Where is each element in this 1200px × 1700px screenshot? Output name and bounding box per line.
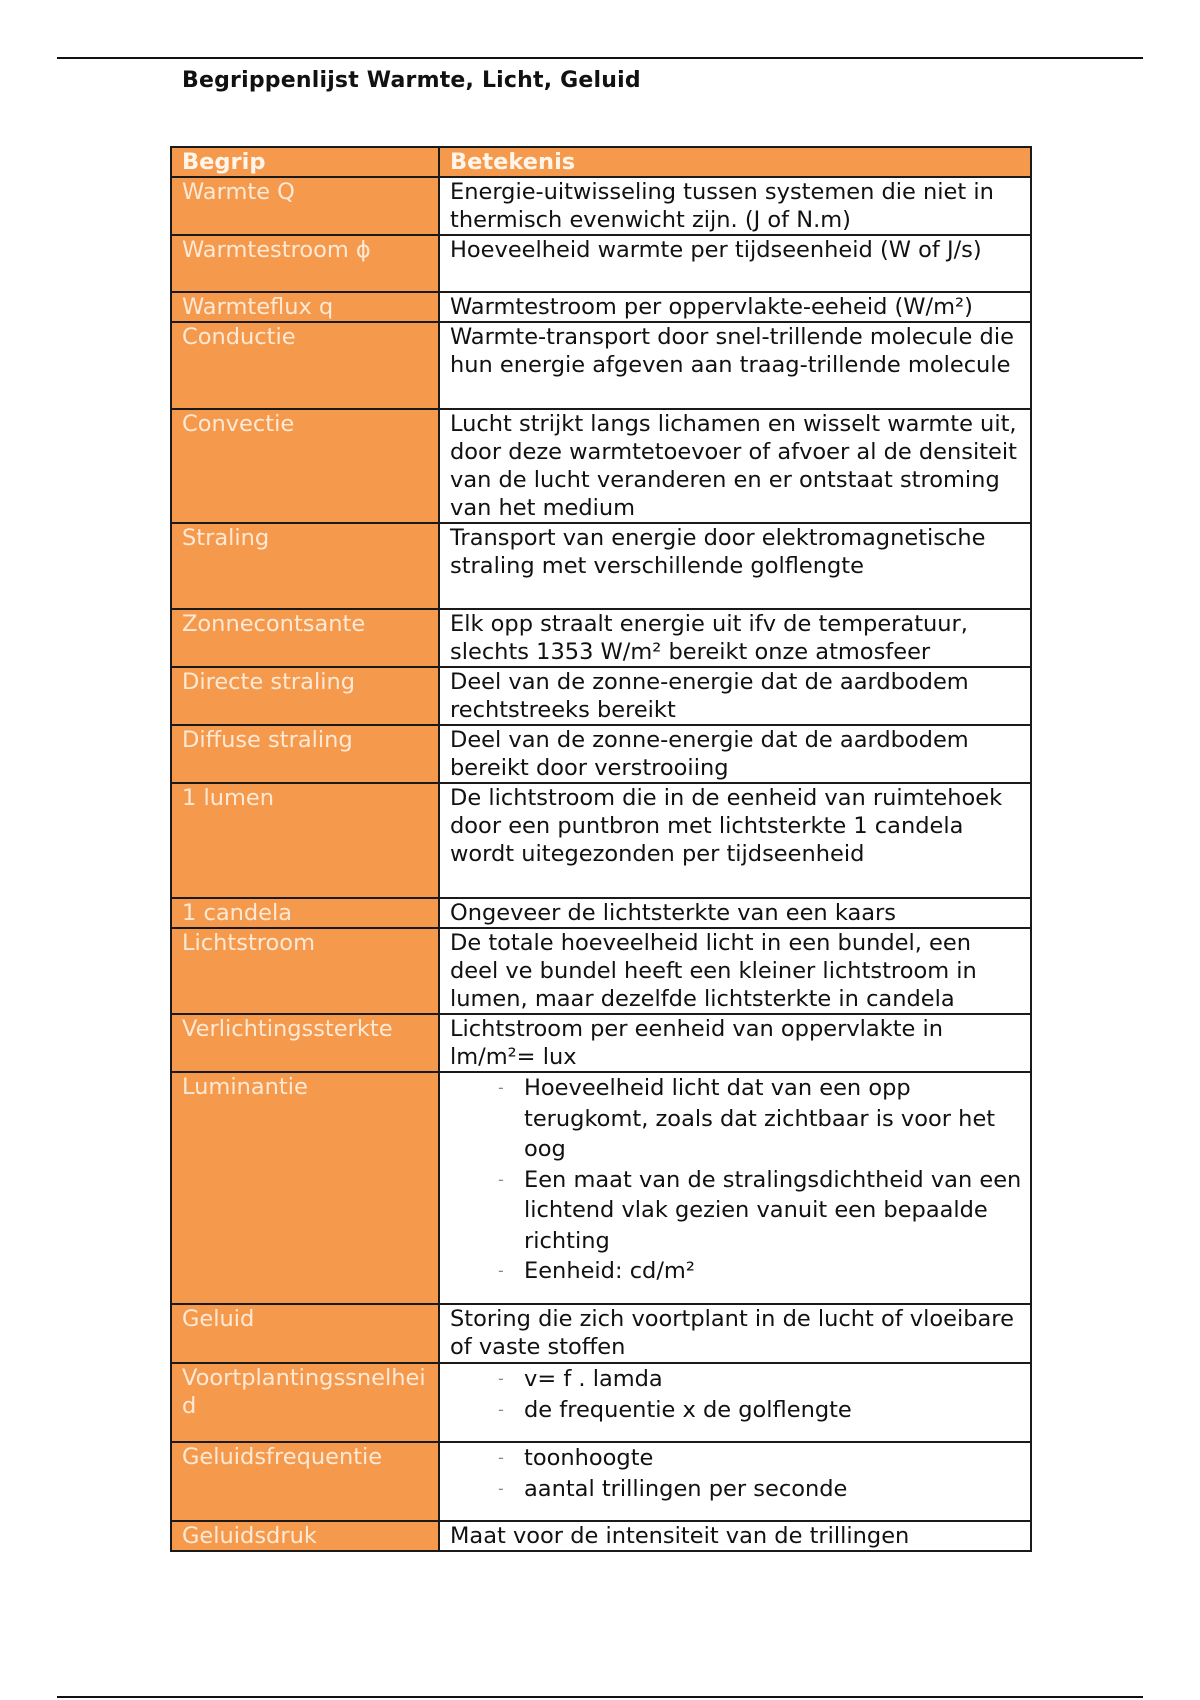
table-row — [171, 1072, 1031, 1304]
definition-list-item: - Hoeveelheid licht dat van een opp terugkomt, zoals dat zichtbaar is voor het oog — [450, 1073, 1022, 1165]
glossary-table — [170, 146, 1032, 1552]
definition-cell: Warmte-transport door snel-trillende molecule die hun energie afgeven aan traag-trillende molecule — [439, 322, 1031, 409]
table-row — [171, 667, 1031, 725]
table-row — [171, 1363, 1031, 1442]
term-cell: Lichtstroom — [171, 928, 439, 1014]
definition-cell — [439, 1442, 1031, 1521]
definition-list-item: - toonhoogte — [450, 1443, 1022, 1474]
definition-list-item: - Eenheid: cd/m² — [450, 1256, 1022, 1287]
definition-cell — [439, 1072, 1031, 1304]
top-rule — [57, 57, 1143, 59]
term-cell: Warmtestroom ϕ — [171, 235, 439, 292]
term-cell: Verlichtingssterkte — [171, 1014, 439, 1072]
definition-list-item: - de frequentie x de golflengte — [450, 1395, 1022, 1426]
table-body — [171, 177, 1031, 1551]
term-cell: 1 candela — [171, 898, 439, 928]
term-cell: Geluidsdruk — [171, 1521, 439, 1551]
definition-list-item: - v= f . lamda — [450, 1364, 1022, 1395]
table-row — [171, 1521, 1031, 1551]
table-row — [171, 898, 1031, 928]
table-row — [171, 409, 1031, 523]
table-row — [171, 1442, 1031, 1521]
term-cell: Warmte Q — [171, 177, 439, 235]
table-row — [171, 1304, 1031, 1363]
bottom-rule — [57, 1696, 1143, 1698]
definition-cell — [439, 1363, 1031, 1442]
definition-cell: Energie-uitwisseling tussen systemen die niet in thermisch evenwicht zijn. (J of N.m) — [439, 177, 1031, 235]
definition-list — [450, 1443, 1022, 1504]
definition-cell: Hoeveelheid warmte per tijdseenheid (W of J/s) — [439, 235, 1031, 292]
table-row — [171, 928, 1031, 1014]
term-cell: 1 lumen — [171, 783, 439, 898]
column-header-term: Begrip — [171, 147, 439, 177]
definition-cell: Elk opp straalt energie uit ifv de temperatuur, slechts 1353 W/m² bereikt onze atmosfeer — [439, 609, 1031, 667]
definition-cell: Deel van de zonne-energie dat de aardbodem rechtstreeks bereikt — [439, 667, 1031, 725]
definition-cell: Lichtstroom per eenheid van oppervlakte in lm/m²= lux — [439, 1014, 1031, 1072]
table-row — [171, 177, 1031, 235]
definition-cell: De lichtstroom die in de eenheid van ruimtehoek door een puntbron met lichtsterkte 1 candela wordt uitegezonden per tijdseenheid — [439, 783, 1031, 898]
table-row — [171, 235, 1031, 292]
table-row — [171, 292, 1031, 322]
term-cell: Warmteflux q — [171, 292, 439, 322]
term-cell: Luminantie — [171, 1072, 439, 1304]
definition-cell: Ongeveer de lichtsterkte van een kaars — [439, 898, 1031, 928]
definition-list — [450, 1364, 1022, 1425]
definition-list — [450, 1073, 1022, 1287]
term-cell: Convectie — [171, 409, 439, 523]
definition-list-item: - Een maat van de stralingsdichtheid van een lichtend vlak gezien vanuit een bepaalde richting — [450, 1165, 1022, 1257]
term-cell: Geluid — [171, 1304, 439, 1363]
column-header-definition: Betekenis — [439, 147, 1031, 177]
definition-cell: Deel van de zonne-energie dat de aardbodem bereikt door verstrooiing — [439, 725, 1031, 783]
term-cell: Conductie — [171, 322, 439, 409]
term-cell: Geluidsfrequentie — [171, 1442, 439, 1521]
term-cell: Straling — [171, 523, 439, 609]
table-header-row — [171, 147, 1031, 177]
document-title: Begrippenlijst Warmte, Licht, Geluid — [182, 68, 641, 93]
term-cell: Directe straling — [171, 667, 439, 725]
definition-cell: Transport van energie door elektromagnetische straling met verschillende golflengte — [439, 523, 1031, 609]
table-row — [171, 725, 1031, 783]
definition-list-item: - aantal trillingen per seconde — [450, 1474, 1022, 1505]
term-cell: Voortplantingssnelheid — [171, 1363, 439, 1442]
definition-cell: Warmtestroom per oppervlakte-eeheid (W/m²) — [439, 292, 1031, 322]
term-cell: Zonnecontsante — [171, 609, 439, 667]
table-row — [171, 523, 1031, 609]
definition-cell: Maat voor de intensiteit van de trillingen — [439, 1521, 1031, 1551]
definition-cell: Lucht strijkt langs lichamen en wisselt warmte uit, door deze warmtetoevoer of afvoer al de densiteit van de lucht veranderen en er ontstaat stroming van het medium — [439, 409, 1031, 523]
definition-cell: De totale hoeveelheid licht in een bundel, een deel ve bundel heeft een kleiner lichtstroom in lumen, maar dezelfde lichtsterkte in candela — [439, 928, 1031, 1014]
table-row — [171, 1014, 1031, 1072]
table-row — [171, 783, 1031, 898]
table-row — [171, 322, 1031, 409]
definition-cell: Storing die zich voortplant in de lucht of vloeibare of vaste stoffen — [439, 1304, 1031, 1363]
term-cell: Diffuse straling — [171, 725, 439, 783]
table-row — [171, 609, 1031, 667]
